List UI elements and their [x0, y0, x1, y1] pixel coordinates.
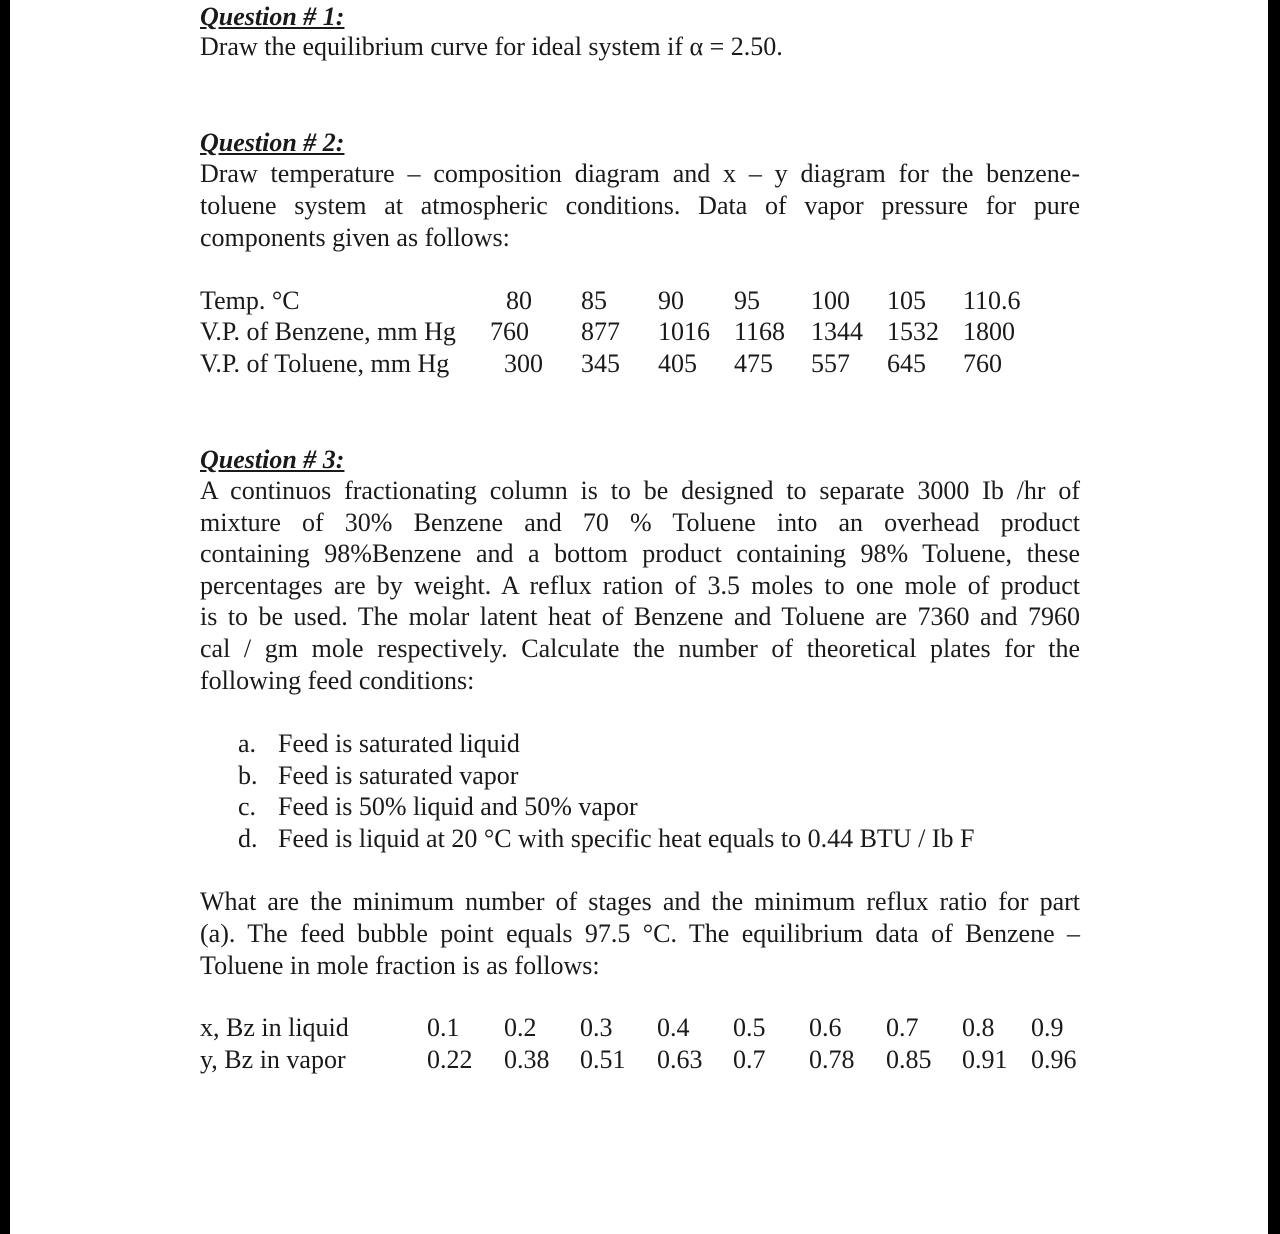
- eq-cell: 0.4: [657, 1013, 690, 1042]
- vp-cell: 1800: [963, 317, 1015, 346]
- list-item-text: Feed is saturated liquid: [278, 729, 520, 758]
- vp-cell: 645: [887, 349, 926, 378]
- list-item: [238, 823, 974, 855]
- eq-cell: 0.1: [427, 1013, 460, 1042]
- question-2-line: Draw temperature – composition diagram and x – y diagram for the benzene-: [200, 159, 1080, 188]
- list-marker: b.: [238, 761, 258, 790]
- question-3-line: containing 98%Benzene and a bottom product containing 98% Toluene, these: [200, 539, 1080, 568]
- vp-cell: 760: [963, 349, 1002, 378]
- vp-cell: 90: [658, 286, 684, 315]
- vp-cell: 475: [734, 349, 773, 378]
- vp-cell: 85: [581, 286, 607, 315]
- vp-cell: 405: [658, 349, 697, 378]
- vp-cell: 300: [504, 349, 543, 378]
- vp-cell: 345: [581, 349, 620, 378]
- vp-row-label: V.P. of Benzene, mm Hg: [200, 317, 456, 346]
- question-3-title: Question # 3:: [200, 445, 345, 474]
- vp-cell: 1016: [658, 317, 710, 346]
- question-3-para2-line: What are the minimum number of stages and the minimum reflux ratio for part: [200, 887, 1080, 916]
- vp-row-label: Temp. °C: [200, 286, 300, 315]
- vp-cell: 110.6: [963, 286, 1021, 315]
- vp-cell: 105: [887, 286, 926, 315]
- eq-cell: 0.91: [962, 1045, 1008, 1074]
- eq-cell: 0.63: [657, 1045, 703, 1074]
- eq-cell: 0.22: [427, 1045, 473, 1074]
- eq-cell: 0.38: [504, 1045, 550, 1074]
- eq-cell: 0.3: [580, 1013, 613, 1042]
- list-item: [238, 760, 518, 792]
- eq-cell: 0.5: [733, 1013, 766, 1042]
- question-3-line: mixture of 30% Benzene and 70 % Toluene into an overhead product: [200, 508, 1080, 537]
- list-marker: c.: [238, 792, 257, 821]
- list-item-text: Feed is saturated vapor: [278, 761, 519, 790]
- question-2-line: components given as follows:: [200, 223, 510, 252]
- vp-cell: 1168: [734, 317, 786, 346]
- vp-cell: 760: [490, 317, 529, 346]
- question-3-para2-line: Toluene in mole fraction is as follows:: [200, 951, 600, 980]
- eq-cell: 0.96: [1031, 1045, 1077, 1074]
- list-marker: a.: [238, 729, 257, 758]
- vp-cell: 557: [811, 349, 850, 378]
- eq-cell: 0.2: [504, 1013, 537, 1042]
- question-3-line: A continuos fractionating column is to be designed to separate 3000 Ib /hr of: [200, 476, 1080, 505]
- vp-cell: 877: [581, 317, 620, 346]
- vp-row-label: V.P. of Toluene, mm Hg: [200, 349, 450, 378]
- list-marker: d.: [238, 824, 258, 853]
- eq-cell: 0.78: [809, 1045, 855, 1074]
- list-item-text: Feed is liquid at 20 °C with specific heat equals to 0.44 BTU / Ib F: [278, 824, 975, 853]
- document-page: [10, 0, 1268, 1234]
- question-1-title: Question # 1:: [200, 2, 345, 31]
- question-2-title: Question # 2:: [200, 128, 345, 157]
- vp-cell: 1532: [887, 317, 939, 346]
- question-3-line: cal / gm mole respectively. Calculate the number of theoretical plates for the: [200, 634, 1080, 663]
- vp-cell: 80: [506, 286, 532, 315]
- list-item: [238, 728, 520, 760]
- eq-cell: 0.6: [809, 1013, 842, 1042]
- vp-cell: 100: [811, 286, 850, 315]
- question-2-line: toluene system at atmospheric conditions. Data of vapor pressure for pure: [200, 191, 1080, 220]
- vp-cell: 95: [734, 286, 760, 315]
- eq-cell: 0.85: [886, 1045, 932, 1074]
- eq-cell: 0.51: [580, 1045, 626, 1074]
- question-3-para2-line: (a). The feed bubble point equals 97.5 °C. The equilibrium data of Benzene –: [200, 919, 1080, 948]
- eq-cell: 0.7: [733, 1045, 766, 1074]
- eq-cell: 0.9: [1031, 1013, 1064, 1042]
- question-1-text: Draw the equilibrium curve for ideal system if α = 2.50.: [200, 32, 783, 61]
- eq-row-label: y, Bz in vapor: [200, 1045, 346, 1074]
- list-item: [238, 791, 638, 823]
- question-3-line: following feed conditions:: [200, 666, 475, 695]
- list-item-text: Feed is 50% liquid and 50% vapor: [278, 792, 638, 821]
- eq-cell: 0.8: [962, 1013, 995, 1042]
- vp-cell: 1344: [811, 317, 863, 346]
- question-3-line: is to be used. The molar latent heat of Benzene and Toluene are 7360 and 7960: [200, 602, 1080, 631]
- question-3-line: percentages are by weight. A reflux ration of 3.5 moles to one mole of product: [200, 571, 1080, 600]
- eq-cell: 0.7: [886, 1013, 919, 1042]
- eq-row-label: x, Bz in liquid: [200, 1013, 349, 1042]
